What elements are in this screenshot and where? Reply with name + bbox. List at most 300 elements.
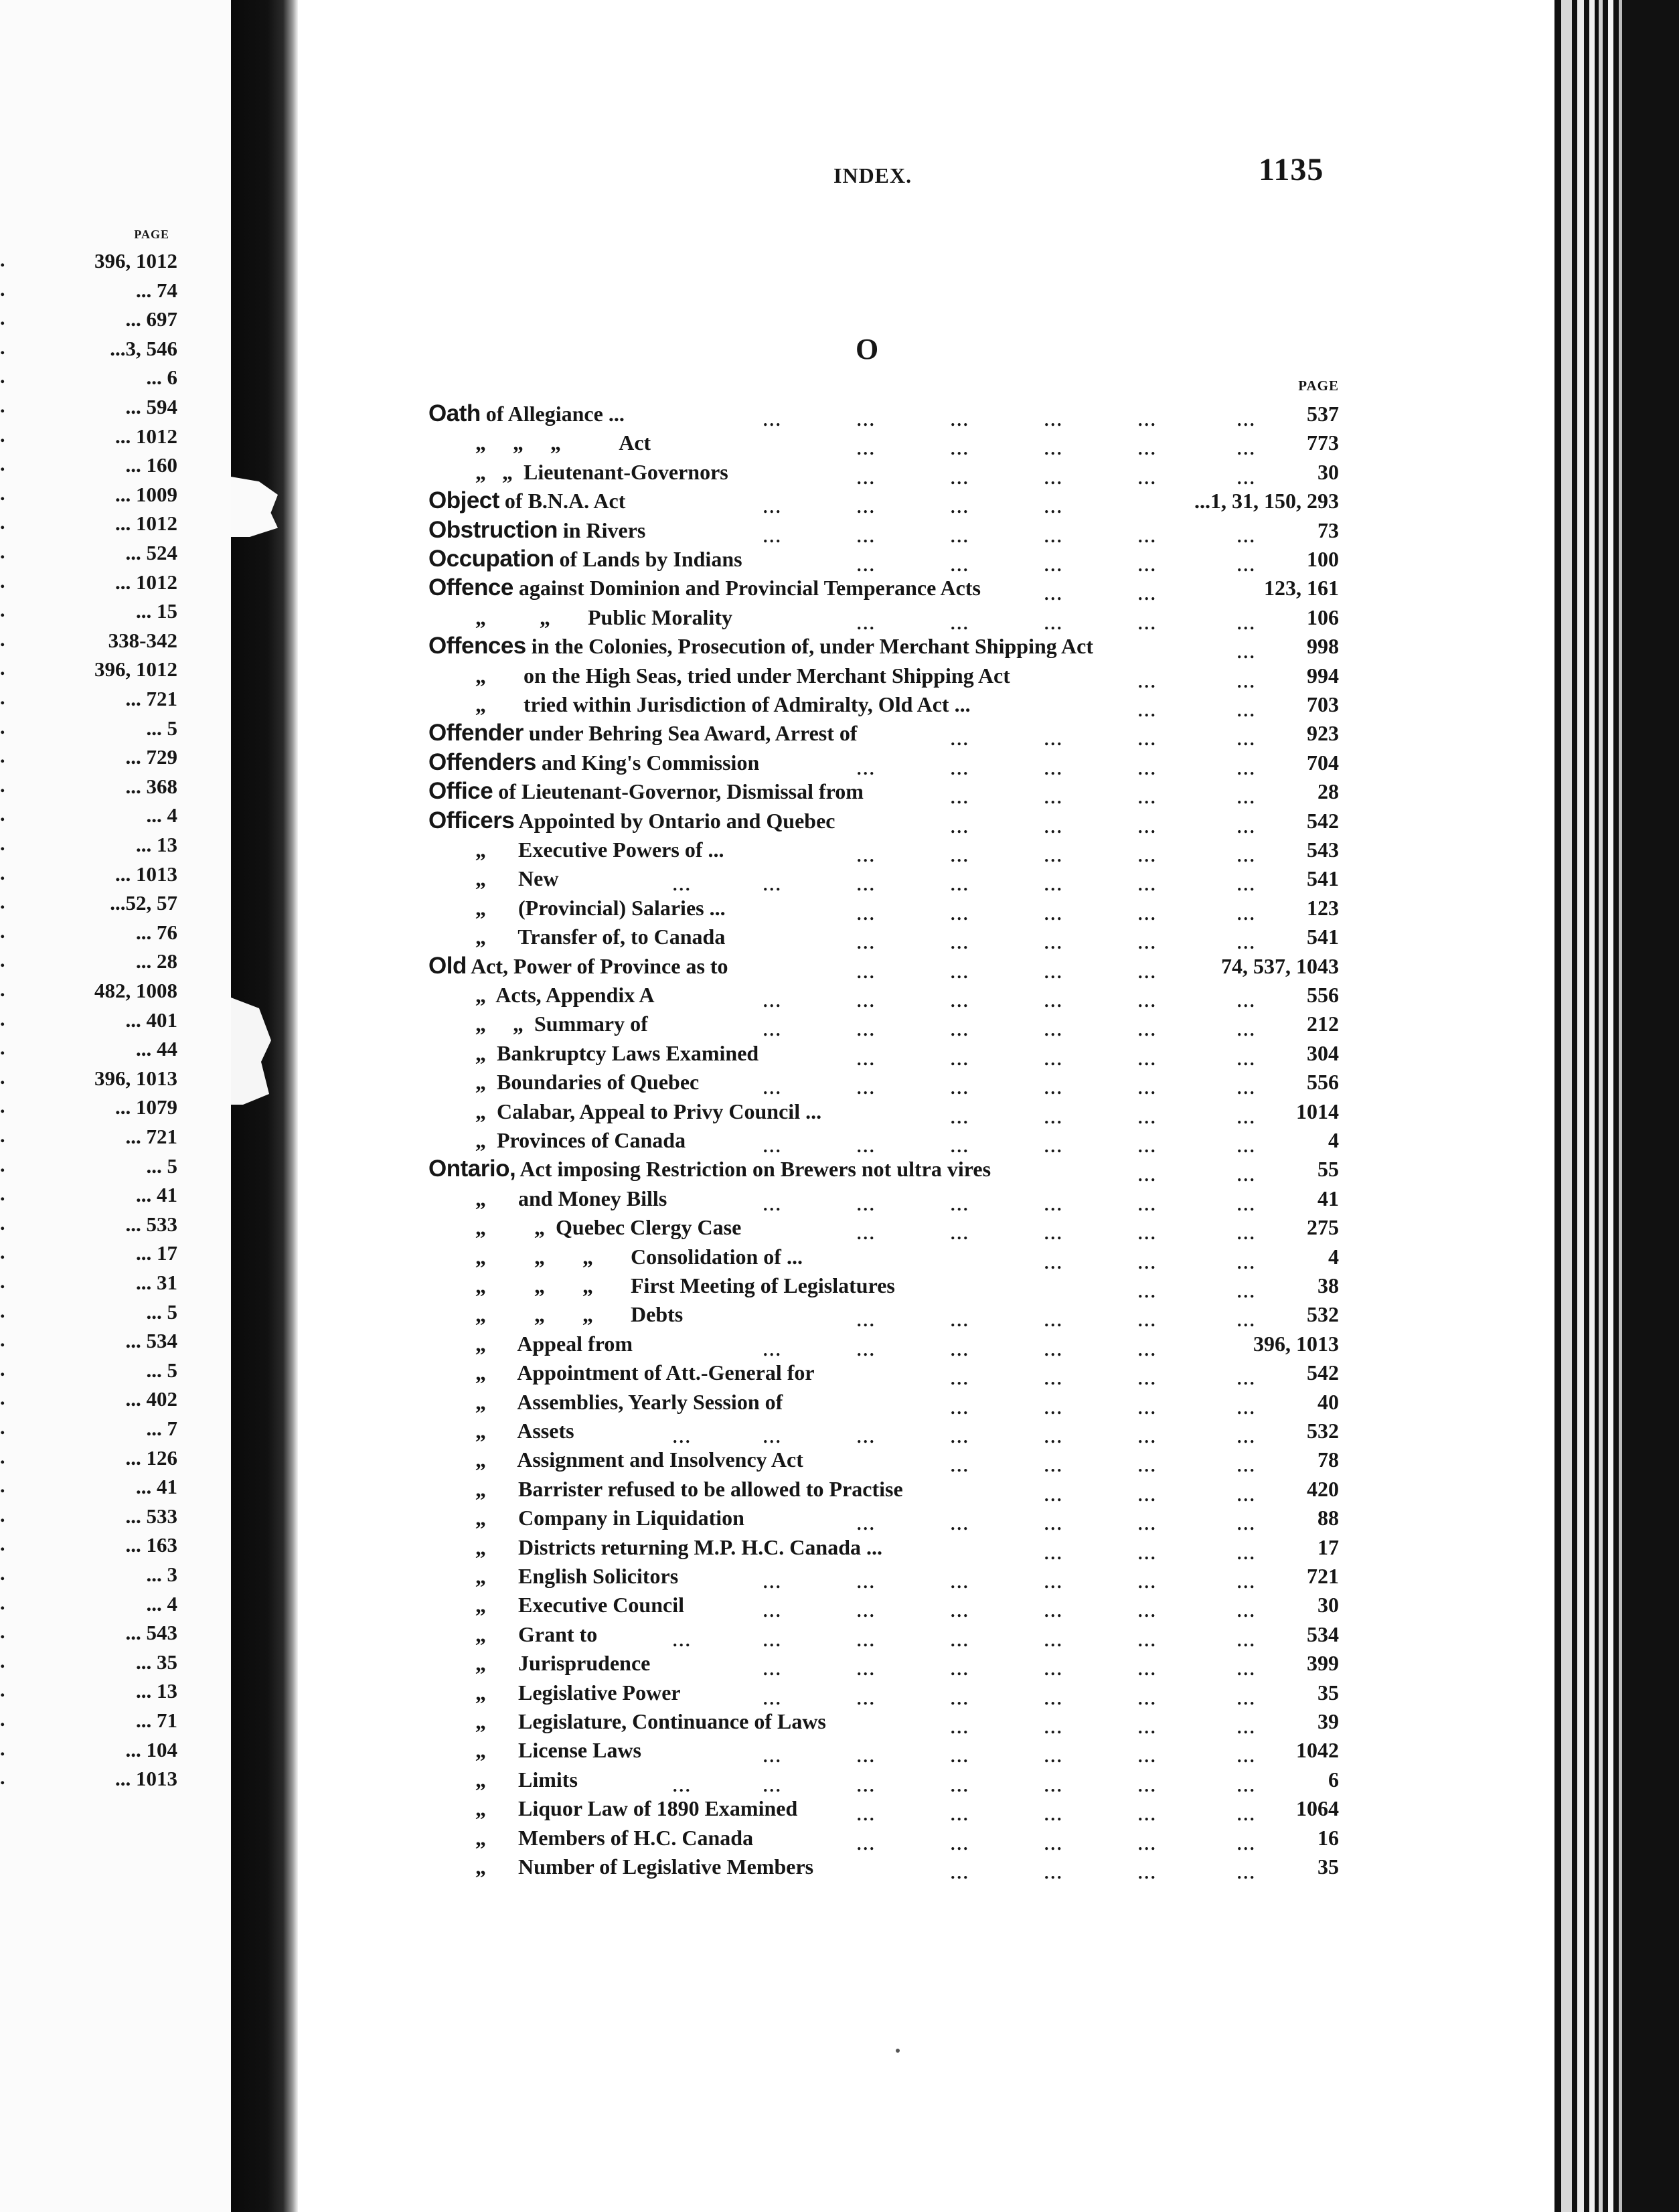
leader-dot: ... xyxy=(1044,1514,1064,1534)
index-entry xyxy=(428,633,1339,662)
leader-dot: ... xyxy=(1237,933,1257,953)
leader-dot: ... xyxy=(857,962,876,982)
left-page-row xyxy=(0,570,177,600)
left-page-row xyxy=(0,979,177,1008)
leader-dot: ... xyxy=(763,1660,783,1680)
leader-dot: ... xyxy=(951,468,970,488)
leader-dot: ... xyxy=(857,613,876,633)
leader-dot: ... xyxy=(1044,1340,1064,1360)
leader-dot: ... xyxy=(857,1514,876,1534)
left-page-row xyxy=(0,1592,177,1622)
leader-dot: ... xyxy=(1138,962,1157,982)
index-heading: Offence xyxy=(428,574,513,601)
left-page-number: ... 729 xyxy=(125,745,177,769)
index-entry xyxy=(428,1069,1339,1098)
left-page-row xyxy=(0,1533,177,1563)
left-page-row xyxy=(0,541,177,570)
left-page-leader: . xyxy=(0,1212,5,1235)
index-entry xyxy=(428,1504,1339,1534)
leader-dot: ... xyxy=(1237,730,1257,750)
index-page-ref: 35 xyxy=(1317,1680,1339,1705)
leader-dot: ... xyxy=(1237,701,1257,720)
leader-dot: ... xyxy=(1044,730,1064,750)
leader-dot: ... xyxy=(857,1049,876,1069)
left-page-leader: . xyxy=(0,1650,5,1672)
leader-dot: ... xyxy=(951,875,970,895)
index-entry xyxy=(428,1330,1339,1360)
leader-dot: ... xyxy=(1237,1107,1257,1127)
leader-dot: ... xyxy=(951,1137,970,1156)
leader-dot: ... xyxy=(1138,759,1157,779)
leader-dot: ... xyxy=(1138,1485,1157,1505)
left-page-row xyxy=(0,745,177,775)
leader-dot: ... xyxy=(1237,1863,1257,1883)
leader-dot: ... xyxy=(857,526,876,546)
index-page-ref: 1064 xyxy=(1296,1796,1339,1821)
left-page-number: ... 368 xyxy=(125,774,177,798)
left-page-leader: . xyxy=(0,395,5,417)
index-entry-text xyxy=(475,1330,633,1357)
left-page-number: ... 41 xyxy=(136,1183,177,1207)
leader-dot: ... xyxy=(857,1340,876,1360)
left-page-row xyxy=(0,1621,177,1650)
leader-dot: ... xyxy=(1138,1166,1157,1186)
index-subentry: „ „ Quebec Clergy Case xyxy=(475,1215,742,1240)
leader-dot: ... xyxy=(951,1775,970,1796)
index-page-ref: 106 xyxy=(1307,605,1339,629)
leader-dot: ... xyxy=(951,992,970,1011)
left-page-row xyxy=(0,862,177,892)
index-subentry: Appointed by Ontario and Quebec xyxy=(514,808,835,833)
index-page-ref: 721 xyxy=(1307,1564,1339,1588)
index-entry-text xyxy=(475,1389,783,1415)
leader-dot: ... xyxy=(951,1630,970,1650)
index-entry-text xyxy=(475,1476,903,1502)
page-column-label: PAGE xyxy=(1298,378,1339,394)
index-page-ref: 17 xyxy=(1317,1534,1339,1559)
left-page-row xyxy=(0,249,177,279)
leader-dot: ... xyxy=(1237,410,1257,430)
index-page-ref: 396, 1013 xyxy=(1253,1331,1339,1356)
left-page-row xyxy=(0,716,177,746)
leader-dot: ... xyxy=(1138,526,1157,546)
leader-dot: ... xyxy=(951,788,970,808)
index-entry-text xyxy=(475,1272,895,1299)
leader-dot: ... xyxy=(951,556,970,575)
index-entry xyxy=(428,1417,1339,1447)
leader-dot: ... xyxy=(1138,1194,1157,1214)
index-entry-text xyxy=(475,1359,815,1386)
leader-dot: ... xyxy=(1044,1224,1064,1244)
index-entry-text xyxy=(475,1185,667,1212)
leader-dot: ... xyxy=(1044,613,1064,633)
leader-dot: ... xyxy=(1138,1747,1157,1767)
leader-dot: ... xyxy=(1237,875,1257,895)
leader-dot: ... xyxy=(1138,1688,1157,1709)
leader-dot: ... xyxy=(1237,759,1257,779)
left-page-number: ... 721 xyxy=(125,687,177,710)
index-heading: Old xyxy=(428,952,467,979)
left-page-number: ... 721 xyxy=(125,1125,177,1148)
leader-dot: ... xyxy=(1138,672,1157,692)
leader-dot: ... xyxy=(1044,1137,1064,1156)
leader-dot: ... xyxy=(857,410,876,430)
left-page-row xyxy=(0,599,177,629)
leader-dot: ... xyxy=(1237,613,1257,633)
index-subentry: „ Barrister refused to be allowed to Practise xyxy=(475,1476,903,1501)
left-page-leader: . xyxy=(0,307,5,330)
left-page-number: 338-342 xyxy=(108,628,177,652)
index-page-ref: 55 xyxy=(1317,1157,1339,1182)
leader-dot: ... xyxy=(1044,1630,1064,1650)
index-page-ref: 275 xyxy=(1307,1215,1339,1240)
leader-dot: ... xyxy=(1044,846,1064,866)
index-subentry: „ Bankruptcy Laws Examined xyxy=(475,1040,759,1065)
leader-dot: ... xyxy=(1044,1485,1064,1505)
index-heading: Occupation xyxy=(428,546,554,572)
index-heading: Offenders xyxy=(428,748,536,775)
leader-dot: ... xyxy=(1138,992,1157,1011)
index-subentry: „ Districts returning M.P. H.C. Canada ... xyxy=(475,1534,882,1559)
index-page-ref: 39 xyxy=(1317,1709,1339,1733)
left-page-row xyxy=(0,279,177,308)
left-page-leader: . xyxy=(0,482,5,505)
index-page-ref: 532 xyxy=(1307,1419,1339,1443)
leader-dot: ... xyxy=(951,1079,970,1099)
index-heading: Offender xyxy=(428,720,524,746)
index-entry-text xyxy=(475,1708,826,1735)
leader-dot: ... xyxy=(1044,1456,1064,1476)
index-entry xyxy=(428,749,1339,779)
left-page-row xyxy=(0,1650,177,1680)
left-page-leader: . xyxy=(0,453,5,476)
leader-dot: ... xyxy=(951,933,970,953)
index-entry-text xyxy=(475,1737,641,1763)
leader-dot: ... xyxy=(951,1194,970,1214)
leader-dot: ... xyxy=(951,904,970,924)
left-page-number: ... 13 xyxy=(136,1679,177,1703)
left-page-number: ... 104 xyxy=(125,1737,177,1761)
left-page-leader: . xyxy=(0,1008,5,1030)
index-subentry: of Lands by Indians xyxy=(554,547,742,571)
leader-dot: ... xyxy=(763,1427,783,1447)
left-page-leader: . xyxy=(0,366,5,388)
index-entry-text xyxy=(475,923,725,950)
index-subentry: „ Boundaries of Quebec xyxy=(475,1070,700,1095)
left-page-row xyxy=(0,1095,177,1125)
index-entry xyxy=(428,546,1339,575)
index-page-ref: 703 xyxy=(1307,692,1339,716)
leader-dot: ... xyxy=(1044,556,1064,575)
leader-dot: ... xyxy=(951,1398,970,1418)
leader-dot: ... xyxy=(1237,672,1257,692)
leader-dot: ... xyxy=(1237,1194,1257,1214)
index-subentry: „ Assets xyxy=(475,1419,574,1443)
leader-dot: ... xyxy=(1138,1049,1157,1069)
index-subentry: „ Jurisprudence xyxy=(475,1651,651,1676)
leader-dot: ... xyxy=(857,1688,876,1709)
leader-dot: ... xyxy=(857,1747,876,1767)
index-heading: Obstruction xyxy=(428,516,558,543)
leader-dot: ... xyxy=(1138,1660,1157,1680)
index-entry xyxy=(428,1476,1339,1505)
index-page-ref: 16 xyxy=(1317,1825,1339,1850)
leader-dot: ... xyxy=(1044,817,1064,837)
leader-dot: ... xyxy=(1044,584,1064,605)
index-entry xyxy=(428,1040,1339,1069)
index-entry xyxy=(428,1621,1339,1650)
index-subentry: „ English Solicitors xyxy=(475,1564,679,1588)
leader-dot: ... xyxy=(763,1340,783,1360)
index-entry-text xyxy=(428,807,835,834)
leader-dot: ... xyxy=(951,439,970,459)
index-page-ref: 123, 161 xyxy=(1264,576,1339,601)
left-page-row xyxy=(0,1738,177,1767)
left-page-row xyxy=(0,1504,177,1534)
index-subentry: „ Grant to xyxy=(475,1622,598,1646)
index-page-ref: 212 xyxy=(1307,1012,1339,1036)
leader-dot: ... xyxy=(1138,1630,1157,1650)
leader-dot: ... xyxy=(1138,1863,1157,1883)
index-entry-text xyxy=(475,1069,699,1095)
leader-dot: ... xyxy=(857,904,876,924)
leader-dot: ... xyxy=(1237,1514,1257,1534)
leader-dot: ... xyxy=(1044,875,1064,895)
leader-dot: ... xyxy=(951,962,970,982)
left-page-number: ... 401 xyxy=(125,1008,177,1032)
left-page-number: ... 71 xyxy=(136,1709,177,1732)
leader-dot: ... xyxy=(1044,1775,1064,1796)
leader-dot: ... xyxy=(1237,1079,1257,1099)
leader-dot: ... xyxy=(951,1863,970,1883)
left-page-leader: . xyxy=(0,1271,5,1293)
left-page-row xyxy=(0,453,177,483)
left-page-leader: . xyxy=(0,1417,5,1439)
index-subentry: „ Legislative Power xyxy=(475,1680,681,1705)
index-entry-text xyxy=(475,1650,650,1676)
index-entry-text xyxy=(428,778,864,805)
index-subentry: „ New xyxy=(475,866,559,891)
left-page-row xyxy=(0,366,177,395)
leader-dot: ... xyxy=(673,1775,692,1796)
leader-dot: ... xyxy=(1138,1573,1157,1592)
left-page-row xyxy=(0,1008,177,1038)
leader-dot: ... xyxy=(1138,846,1157,866)
leader-dot: ... xyxy=(1044,1079,1064,1099)
index-subentry: „ Acts, Appendix A xyxy=(475,983,655,1007)
left-page-number: ... 160 xyxy=(125,453,177,477)
index-entry xyxy=(428,1185,1339,1214)
left-page-row xyxy=(0,949,177,979)
leader-dot: ... xyxy=(1044,933,1064,953)
leader-dot: ... xyxy=(1138,1137,1157,1156)
index-entry xyxy=(428,1534,1339,1563)
index-subentry: under Behring Sea Award, Arrest of xyxy=(523,721,858,746)
leader-dot: ... xyxy=(857,1573,876,1592)
leader-dot: ... xyxy=(1237,1166,1257,1186)
index-entry xyxy=(428,574,1339,604)
leader-dot: ... xyxy=(1044,1107,1064,1127)
index-entry xyxy=(428,662,1339,692)
leader-dot: ... xyxy=(763,1775,783,1796)
leader-dot: ... xyxy=(951,1340,970,1360)
index-entry-text xyxy=(475,894,726,921)
leader-dot: ... xyxy=(763,497,783,518)
leader-dot: ... xyxy=(1237,1805,1257,1825)
leader-dot: ... xyxy=(673,1427,692,1447)
index-entry xyxy=(428,429,1339,459)
leader-dot: ... xyxy=(1138,1805,1157,1825)
leader-dot: ... xyxy=(1138,1282,1157,1301)
left-page-number: ... 533 xyxy=(125,1504,177,1528)
leader-dot: ... xyxy=(1237,526,1257,546)
index-page-ref: 88 xyxy=(1317,1506,1339,1530)
index-entry-text xyxy=(428,574,981,601)
left-page-number: ... 5 xyxy=(146,716,177,740)
leader-dot: ... xyxy=(1044,1863,1064,1883)
leader-dot: ... xyxy=(857,468,876,488)
index-page-ref: 420 xyxy=(1307,1476,1339,1501)
index-subentry: „ on the High Seas, tried under Merchant Shipping Act xyxy=(475,663,1010,688)
index-entry xyxy=(428,807,1339,837)
left-page-row xyxy=(0,687,177,716)
index-subentry: „ „ Summary of xyxy=(475,1012,648,1036)
leader-dot: ... xyxy=(1237,1543,1257,1563)
index-page-ref: 73 xyxy=(1317,518,1339,542)
left-page-leader: . xyxy=(0,979,5,1001)
index-entry-text xyxy=(475,459,728,485)
leader-dot: ... xyxy=(1237,1718,1257,1737)
leader-dot: ... xyxy=(951,1456,970,1476)
left-page-number: ...52, 57 xyxy=(110,891,177,915)
index-subentry: „ and Money Bills xyxy=(475,1186,667,1210)
leader-dot: ... xyxy=(1044,1194,1064,1214)
index-entry xyxy=(428,1214,1339,1243)
index-entry-text xyxy=(475,1824,753,1851)
leader-dot: ... xyxy=(1044,759,1064,779)
index-subentry: „ Calabar, Appeal to Privy Council ... xyxy=(475,1099,822,1123)
left-page-leader: . xyxy=(0,1329,5,1352)
leader-dot: ... xyxy=(951,410,970,430)
index-entry xyxy=(428,1591,1339,1621)
leader-dot: ... xyxy=(1237,1427,1257,1447)
left-page-leader: . xyxy=(0,1037,5,1060)
left-page-leader: . xyxy=(0,1358,5,1380)
leader-dot: ... xyxy=(1138,1311,1157,1331)
index-entry xyxy=(428,1737,1339,1766)
leader-dot: ... xyxy=(763,1194,783,1214)
index-entry xyxy=(428,604,1339,633)
index-page-ref: 74, 537, 1043 xyxy=(1221,953,1339,978)
left-page-leader: . xyxy=(0,1125,5,1147)
index-entry-text xyxy=(428,633,1093,659)
index-subentry: „ „ Lieutenant-Governors xyxy=(475,459,728,484)
index-entry-text xyxy=(475,1563,678,1589)
left-page-leader: . xyxy=(0,1154,5,1176)
index-subentry: „ Appointment of Att.-General for xyxy=(475,1360,815,1385)
left-page-number: 482, 1008 xyxy=(94,979,177,1002)
leader-dot: ... xyxy=(857,1427,876,1447)
leader-dot: ... xyxy=(1237,1311,1257,1331)
left-page-number: ... 31 xyxy=(136,1271,177,1294)
leader-dot: ... xyxy=(1138,556,1157,575)
left-page-leader: . xyxy=(0,1241,5,1264)
index-subentry: in Rivers xyxy=(557,518,646,542)
left-page-number: ... 594 xyxy=(125,395,177,418)
leader-dot: ... xyxy=(951,1660,970,1680)
left-page-row xyxy=(0,891,177,921)
leader-dot: ... xyxy=(951,613,970,633)
left-page-leader: . xyxy=(0,891,5,914)
index-subentry: in the Colonies, Prosecution of, under Merchant Shipping Act xyxy=(526,634,1093,659)
left-page-leader: . xyxy=(0,920,5,943)
left-page-number: ... 4 xyxy=(146,1591,177,1615)
left-page-number: ... 13 xyxy=(136,833,177,856)
leader-dot: ... xyxy=(1044,992,1064,1011)
leader-dot: ... xyxy=(951,1107,970,1127)
leader-dot: ... xyxy=(1237,1660,1257,1680)
leader-dot: ... xyxy=(1044,1020,1064,1040)
index-subentry: „ Liquor Law of 1890 Examined xyxy=(475,1796,798,1821)
index-subentry: „ Company in Liquidation xyxy=(475,1506,744,1530)
left-page-leader: . xyxy=(0,862,5,884)
leader-dot: ... xyxy=(857,439,876,459)
index-heading: Ontario, xyxy=(428,1156,516,1182)
leader-dot: ... xyxy=(1237,1020,1257,1040)
leader-dot: ... xyxy=(1044,788,1064,808)
leader-dots xyxy=(428,865,1339,894)
leader-dot: ... xyxy=(951,1573,970,1592)
index-subentry: „ „ Public Morality xyxy=(475,605,732,629)
leader-dot: ... xyxy=(1044,497,1064,518)
leader-dot: ... xyxy=(1044,1369,1064,1389)
left-facing-page xyxy=(0,0,231,2212)
left-page-leader: . xyxy=(0,1737,5,1760)
index-entry xyxy=(428,865,1339,894)
index-entry xyxy=(428,1098,1339,1127)
leader-dot: ... xyxy=(1237,904,1257,924)
leader-dot: ... xyxy=(673,1630,692,1650)
index-subentry: „ „ „ First Meeting of Legislatures xyxy=(475,1273,895,1297)
index-page-ref: 541 xyxy=(1307,866,1339,891)
left-page-leader: . xyxy=(0,1767,5,1790)
leader-dot: ... xyxy=(1237,439,1257,459)
index-subentry: „ License Laws xyxy=(475,1738,641,1763)
index-entry-text xyxy=(475,1504,744,1531)
leader-dot: ... xyxy=(857,1660,876,1680)
leader-dot: ... xyxy=(857,992,876,1011)
leader-dot: ... xyxy=(763,410,783,430)
index-subentry: „ „ „ Debts xyxy=(475,1302,684,1327)
index-page-ref: 556 xyxy=(1307,983,1339,1007)
leader-dot: ... xyxy=(857,497,876,518)
index-heading: Office xyxy=(428,778,493,805)
leader-dot: ... xyxy=(1044,1049,1064,1069)
left-page-number: ... 4 xyxy=(146,803,177,827)
leader-dot: ... xyxy=(1044,468,1064,488)
left-page-leader: . xyxy=(0,949,5,972)
leader-dot: ... xyxy=(1237,1630,1257,1650)
leader-dot: ... xyxy=(763,526,783,546)
leader-dot: ... xyxy=(951,1514,970,1534)
leader-dot: ... xyxy=(857,1194,876,1214)
leader-dot: ... xyxy=(1044,1805,1064,1825)
index-entry xyxy=(428,1127,1339,1156)
index-page-ref: 6 xyxy=(1328,1767,1339,1792)
index-entry-text xyxy=(428,517,645,544)
index-subentry: „ (Provincial) Salaries ... xyxy=(475,895,726,920)
index-entry-text xyxy=(428,546,742,572)
